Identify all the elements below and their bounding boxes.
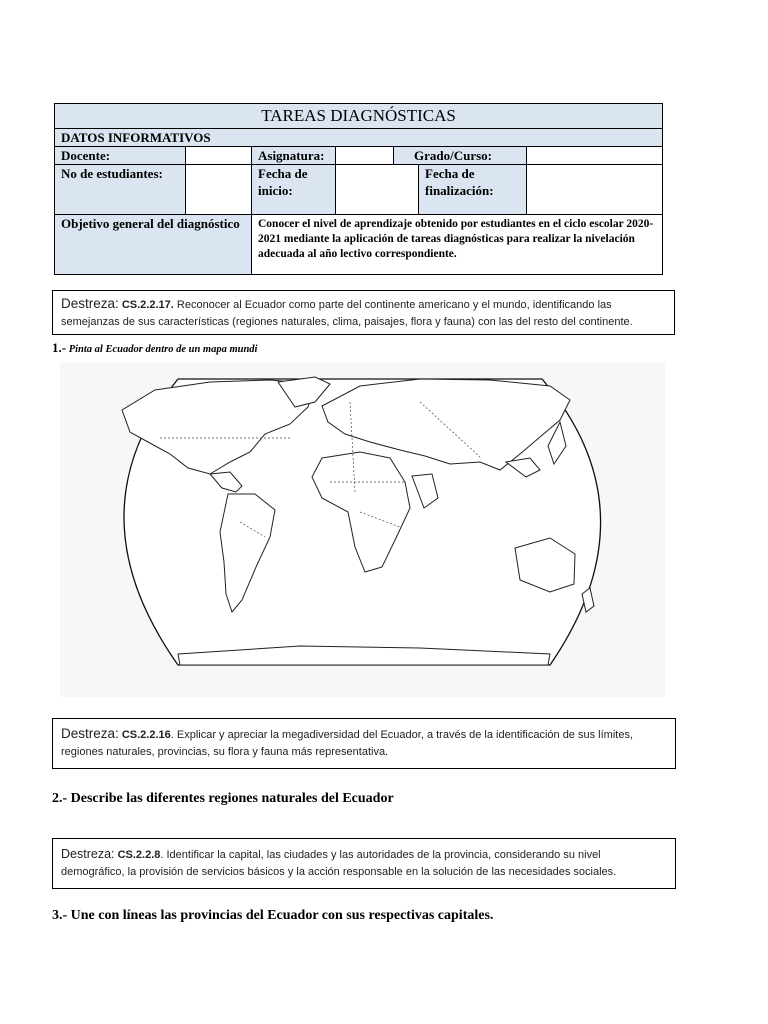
destreza-text: . Identificar la capital, las ciudades y las autoridades de la provincia, considerando su nivel demográfico, la provisión de servicios básicos y la acción responsable en la solución de las necesidades sociales. — [61, 849, 617, 878]
grado-field[interactable] — [527, 147, 663, 165]
destreza-code: CS.2.2.17. — [121, 299, 174, 311]
fecha-inicio-field[interactable] — [336, 165, 419, 215]
destreza-label: Destreza: — [61, 726, 119, 741]
section-heading: DATOS INFORMATIVOS — [55, 129, 663, 147]
fecha-fin-label: Fecha de finalización: — [419, 165, 527, 215]
question-1-text: Pinta al Ecuador dentro de un mapa mundi — [66, 344, 258, 355]
form-title: TAREAS DIAGNÓSTICAS — [55, 104, 663, 129]
docente-label: Docente: — [55, 147, 186, 165]
destreza-box-2 — [52, 718, 676, 769]
objetivo-text: Conocer el nivel de aprendizaje obtenido por estudiantes en el ciclo escolar 2020-2021 mediante la aplicación de tareas diagnósticas para realizar la nivelación adecuada al año lectivo correspondiente. — [252, 215, 663, 275]
destreza-box-1 — [52, 290, 675, 335]
destreza-label: Destreza: — [61, 296, 119, 311]
fecha-fin-field[interactable] — [527, 165, 663, 215]
question-2: 2.- Describe las diferentes regiones naturales del Ecuador — [52, 791, 394, 806]
question-1 — [52, 340, 257, 356]
world-map — [60, 362, 665, 697]
destreza-code: CS.2.2.8 — [117, 849, 161, 861]
info-table — [54, 103, 663, 275]
asignatura-label: Asignatura: — [252, 147, 336, 165]
docente-field[interactable] — [186, 147, 252, 165]
destreza-code: CS.2.2.16 — [121, 729, 171, 741]
num-estudiantes-label: No de estudiantes: — [55, 165, 186, 215]
grado-label: Grado/Curso: — [394, 147, 527, 165]
question-1-number: 1.- — [52, 340, 67, 355]
destreza-box-3 — [52, 838, 676, 889]
objetivo-label: Objetivo general del diagnóstico — [55, 215, 252, 275]
asignatura-field[interactable] — [336, 147, 394, 165]
question-3: 3.- Une con líneas las provincias del Ecuador con sus respectivas capitales. — [52, 908, 494, 923]
destreza-text: . Explicar y apreciar la megadiversidad del Ecuador, a través de la identificación de sus límites, regiones naturales, provincias, su flora y fauna más representativa. — [61, 729, 633, 758]
num-estudiantes-field[interactable] — [186, 165, 252, 215]
fecha-inicio-label: Fecha de inicio: — [252, 165, 336, 215]
destreza-text: Reconocer al Ecuador como parte del continente americano y el mundo, identificando las semejanzas de sus características (regiones naturales, clima, paisajes, flora y fauna) con las del resto del continente. — [61, 299, 633, 328]
destreza-label: Destreza: — [61, 847, 115, 861]
